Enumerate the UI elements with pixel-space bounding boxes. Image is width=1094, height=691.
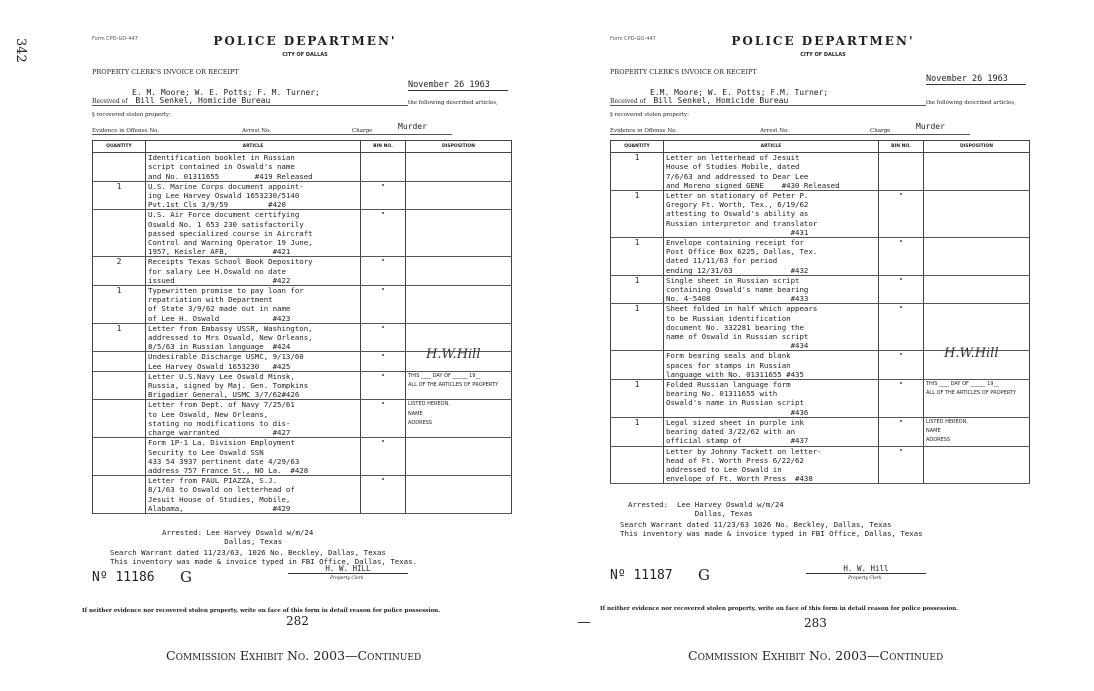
col-disposition: DISPOSITION: [924, 141, 1030, 153]
charge-value: Murder: [398, 122, 427, 131]
page-number: 342: [13, 38, 28, 63]
footnote: If neither evidence nor recovered stolen property, write on face of this form in detail reason for police possession.: [82, 608, 441, 614]
arrested-note: Arrested: Lee Harvey Oswald w/m/24 Dallas, Texas: [628, 500, 784, 518]
footnote: If neither evidence nor recovered stolen property, write on face of this form in detail reason for police possession.: [600, 606, 959, 612]
table-row: 1 Legal sized sheet in purple ink bearing dated 3/22/62 with an official stamp of #437 " LISTED HEREON, NAME ADDRESS: [611, 417, 1030, 446]
col-quantity: QUANTITY: [93, 141, 146, 153]
city-label: CITY OF DALLAS: [282, 52, 328, 58]
search-note: Search Warrant dated 11/23/63, 1026 No. Beckley, Dallas, Texas This inventory was made & invoice typed in FBI Office, Dallas, Texas.: [110, 548, 418, 566]
stolen-label: § recovered stolen property:: [610, 112, 689, 118]
invoice-date: November 26 1963: [408, 80, 508, 91]
table-row: 1 Letter on letterhead of Jesuit House of Studies Mobile, dated 7/6/63 and addressed to Dear Lee and Moreno signed GENE #430 Released: [611, 153, 1030, 191]
evidence-line: Evidence in Offense No. Arrest No. Charge Murder: [92, 128, 512, 135]
evidence-line: Evidence in Offense No. Arrest No. Charge Murder: [610, 128, 1030, 135]
charge-value: Murder: [916, 122, 945, 131]
col-bin: BIN NO.: [361, 141, 406, 153]
page-label: 282: [286, 614, 309, 628]
search-note: Search Warrant dated 11/23/63 1026 No. Beckley, Dallas, Texas This inventory was made & invoice typed in FBI Office, Dallas, Texas: [620, 520, 923, 538]
city-label: CITY OF DALLAS: [800, 52, 846, 58]
release-stamp-line: THIS ____ DAY OF ______ 19__: [926, 381, 999, 388]
table-row: 1 Single sheet in Russian script containing Oswald's name bearing No. 4-5408 #433 ": [611, 275, 1030, 304]
table-row: 1 Folded Russian language form bearing No. 01311655 with Oswald's name in Russian script #436 " THIS ____ DAY OF ______ 19__ ALL OF THE ARTICLES OF PROPERTY: [611, 380, 1030, 418]
property-clerk-label: Property Clerk: [848, 576, 882, 581]
invoice-number: Nº 11187: [610, 568, 673, 583]
exhibit-caption-left: Commission Exhibit No. 2003—Continued: [166, 648, 422, 663]
property-clerk-name: H. W. HILL: [288, 564, 408, 574]
invoice-form-right: [600, 30, 1038, 630]
signature-handwritten: H.W.Hill: [944, 346, 999, 362]
margin-dash: [578, 622, 590, 623]
form-number: Form CPD-GO-447: [92, 36, 138, 42]
property-clerk-label: Property Clerk: [330, 576, 364, 581]
col-bin: BIN NO.: [879, 141, 924, 153]
table-row: Letter U.S.Navy Lee Oswald Minsk, Russia, signed by Maj. Gen. Tompkins Brigadier General, USMC 3/7/62#426 " THIS ____ DAY OF ______ 19__ ALL OF THE ARTICLES OF PROPERTY: [93, 371, 512, 400]
articles-table: [610, 140, 1030, 484]
table-row: 1 Letter from Embassy USSR, Washington, addressed to Mrs Oswald, New Orleans, 8/5/63 in Russian language #424 ": [93, 323, 512, 352]
table-row: Letter by Johnny Tackett on letter- head of Ft. Worth Press 6/22/62 addressed to Lee Oswald in envelope of Ft. Worth Press #438 ": [611, 446, 1030, 484]
page-label: 283: [804, 616, 827, 630]
received-of: Received of Bill Senkel, Homicide Bureau: [610, 96, 926, 106]
table-row: Form bearing seals and blank spaces for stamps in Russian language with No. 01311655 #435 " H.W.Hill: [611, 351, 1030, 380]
clerk-title: PROPERTY CLERK'S INVOICE OR RECEIPT: [92, 68, 239, 76]
following-label: the following described articles,: [926, 100, 1016, 106]
department-title: POLICE DEPARTMEN': [213, 34, 397, 48]
arrested-note: Arrested: Lee Harvey Oswald w/m/24 Dallas, Texas: [162, 528, 314, 546]
table-row: Identification booklet in Russian script contained in Oswald's name and No. 01311655 #419 Released: [93, 153, 512, 182]
table-row: Undesirable Discharge USMC, 9/13/60 Lee Harvey Oswald 1653230 #425 " H.W.Hill: [93, 352, 512, 371]
release-stamp-line: THIS ____ DAY OF ______ 19__: [408, 372, 481, 379]
table-row: Letter from PAUL PIAZZA, S.J. 8/1/63 to Oswald on letterhead of Jesuit House of Studies, Mobile, Alabama, #429 ": [93, 476, 512, 514]
invoice-letter: G: [698, 566, 710, 584]
officers: E.M. Moore; W. E. Potts; F.M. Turner;: [650, 88, 829, 97]
exhibit-caption-right: Commission Exhibit No. 2003—Continued: [688, 648, 944, 663]
col-article: ARTICLE: [664, 141, 879, 153]
invoice-form-left: [82, 30, 520, 628]
invoice-letter: G: [180, 568, 192, 586]
col-disposition: DISPOSITION: [406, 141, 512, 153]
department-title: POLICE DEPARTMEN': [731, 34, 915, 48]
table-row: Letter from Dept. of Navy 7/25/61 to Lee Oswald, New Orleans, stating no modifications to dis- charge warranted #427 " LISTED HEREON, NAME ADDRESS: [93, 400, 512, 438]
table-row: 1 U.S. Marine Corps document appoint- ing Lee Harvey Oswald 1653230/5140 Pvt.1st Cls 3/9/59 #420 ": [93, 181, 512, 210]
col-article: ARTICLE: [146, 141, 361, 153]
received-of: Received of Bill Senkel, Homicide Bureau: [92, 96, 408, 106]
signature-handwritten: H.W.Hill: [426, 347, 481, 363]
officers: E. M. Moore; W. E. Potts; F. M. Turner;: [132, 88, 320, 97]
clerk-title: PROPERTY CLERK'S INVOICE OR RECEIPT: [610, 68, 757, 76]
table-row: 1 Sheet folded in half which appears to be Russian identification document No. 332281 bearing the name of Oswald in Russian script #434 ": [611, 304, 1030, 351]
table-row: 2 Receipts Texas School Book Depository for salary Lee H.Oswald no date issued #422 ": [93, 257, 512, 286]
table-row: U.S. Air Force document certifying Oswald No. 1 653 230 satisfactorily passed specialized course in Aircraft Control and Warning Operator 19 June, 1957, Keisler AFB, #421 ": [93, 210, 512, 257]
table-row: 1 Typewritten promise to pay loan for repatriation with Department of State 3/9/62 made out in name of Lee H. Oswald #423 ": [93, 286, 512, 324]
table-row: 1 Envelope containing receipt for Post Office Box 6225, Dallas, Tex. dated 11/11/63 for period ending 12/31/63 #432 ": [611, 238, 1030, 276]
property-clerk-name: H. W. Hill: [806, 564, 926, 574]
table-row: 1 Letter on stationary of Peter P. Gregory Ft. Worth, Tex., 6/19/62 attesting to Oswald's ability as Russian interpretor and translator #431 ": [611, 191, 1030, 238]
table-row: Form 1P-1 La. Division Employment Security to Lee Oswald SSN 433 54 3937 pertinent date 4/29/63 address 757 France St., NO La. #428 ": [93, 438, 512, 476]
articles-table: [92, 140, 512, 514]
following-label: the following described articles,: [408, 100, 498, 106]
form-number: Form CPD-GO-447: [610, 36, 656, 42]
col-quantity: QUANTITY: [611, 141, 664, 153]
invoice-date: November 26 1963: [926, 74, 1026, 85]
invoice-number: Nº 11186: [92, 570, 155, 585]
stolen-label: § recovered stolen property:: [92, 112, 171, 118]
